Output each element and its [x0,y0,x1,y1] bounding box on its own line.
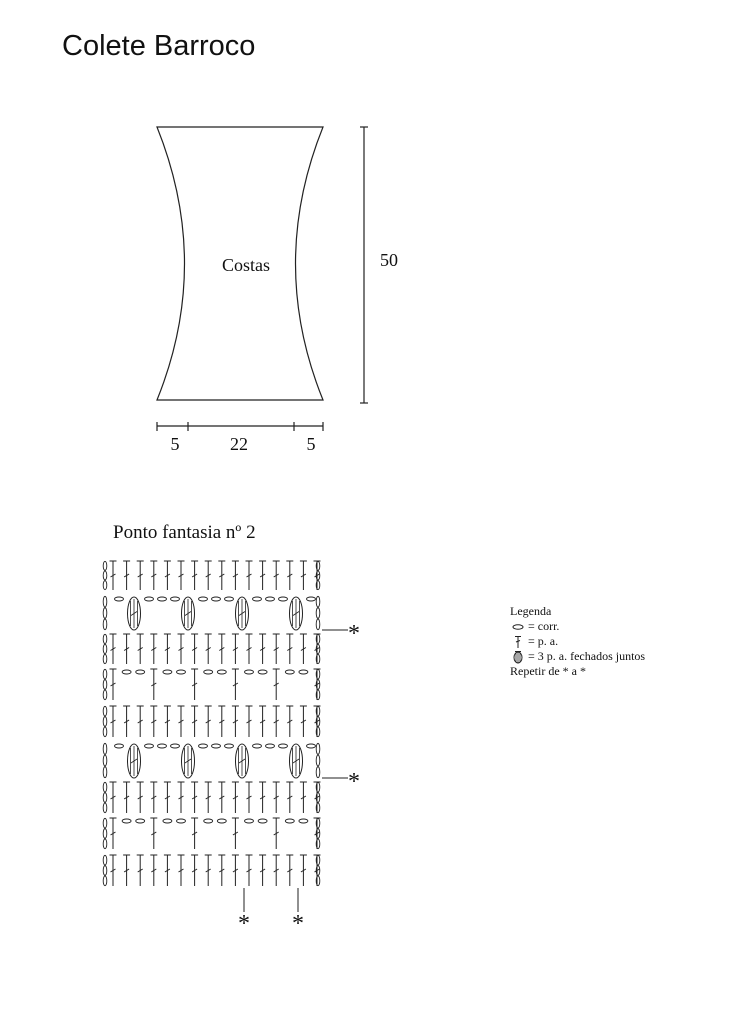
chain-stitch [145,744,154,748]
repeat-marker: * [348,621,360,647]
turning-chain [103,743,107,754]
chain-stitch [171,597,180,601]
turning-chain [316,767,320,778]
chain-stitch [217,819,226,823]
chain-stitch [212,744,221,748]
turning-chain [103,608,107,619]
chain-stitch [177,670,186,674]
chain-stitch [217,670,226,674]
legend-item-text: = p. a. [528,634,559,648]
repeat-marker: * [348,769,360,795]
chain-stitch [307,597,316,601]
turning-chain [103,818,107,828]
turning-chain [103,669,107,679]
repeat-marker: * [238,911,250,937]
chain-stitch [299,670,308,674]
chain-stitch [266,744,275,748]
chain-stitch [212,597,221,601]
chain-stitch-icon [510,620,526,634]
legend-item-text: = 3 p. a. fechados juntos [528,649,646,663]
chain-stitch [145,597,154,601]
turning-chain [316,596,320,607]
chain-stitch [115,744,124,748]
legend-repeat-note: Repetir de * a * [510,664,586,678]
turning-chain [103,634,107,643]
turning-chain [316,743,320,754]
chain-stitch [204,819,213,823]
chain-stitch [163,819,172,823]
turning-chain [103,866,107,876]
chain-stitch [163,670,172,674]
chain-stitch [122,670,131,674]
legend-item-double-crochet [510,634,645,649]
repeat-marker: * [292,911,304,937]
chain-stitch [245,670,254,674]
turning-chain [103,839,107,849]
turning-chain [103,644,107,653]
chain-stitch [204,670,213,674]
stitch-chart-title: Ponto fantasia nº 2 [113,522,256,543]
chain-stitch [199,597,208,601]
turning-chain [103,755,107,766]
turning-chain [103,767,107,778]
chain-stitch [171,744,180,748]
turning-chain [316,608,320,619]
turning-chain [103,793,107,803]
double-crochet-icon [510,635,526,649]
legend-item-cluster [510,649,645,664]
turning-chain [103,581,107,590]
chain-stitch [122,819,131,823]
chain-stitch [279,597,288,601]
turning-chain [316,755,320,766]
turning-chain [103,782,107,792]
turning-chain [103,706,107,716]
width-label-right: 5 [306,434,316,454]
turning-chain [103,596,107,607]
width-label-left: 5 [170,434,180,454]
turning-chain [103,619,107,630]
chain-stitch [136,670,145,674]
chain-stitch [258,670,267,674]
page-title: Colete Barroco [62,30,256,62]
chain-stitch [253,597,262,601]
turning-chain [103,561,107,570]
legend [510,604,645,679]
turning-chain [103,680,107,690]
chain-stitch [225,744,234,748]
height-label: 50 [380,250,398,270]
width-label-center: 22 [230,434,248,454]
chain-stitch [258,819,267,823]
piece-label: Costas [221,255,271,275]
chain-stitch [158,744,167,748]
chain-stitch [225,597,234,601]
chain-stitch [115,597,124,601]
turning-chain [316,619,320,630]
turning-chain [103,727,107,737]
turning-chain [103,717,107,727]
turning-chain [103,876,107,886]
chain-stitch [279,744,288,748]
legend-item-chain [510,619,645,634]
turning-chain [103,571,107,580]
chain-stitch [285,670,294,674]
chain-stitch [245,819,254,823]
chain-stitch [158,597,167,601]
legend-heading: Legenda [510,604,552,618]
turning-chain [103,829,107,839]
legend-item-text: = corr. [528,619,560,633]
chain-stitch [177,819,186,823]
chain-stitch [307,744,316,748]
chain-stitch [136,819,145,823]
chain-stitch [266,597,275,601]
turning-chain [103,803,107,813]
chain-stitch [253,744,262,748]
cluster-icon [510,650,526,664]
turning-chain [103,855,107,865]
chain-stitch [299,819,308,823]
chain-stitch [285,819,294,823]
turning-chain [103,654,107,663]
chain-stitch [199,744,208,748]
turning-chain [103,690,107,700]
